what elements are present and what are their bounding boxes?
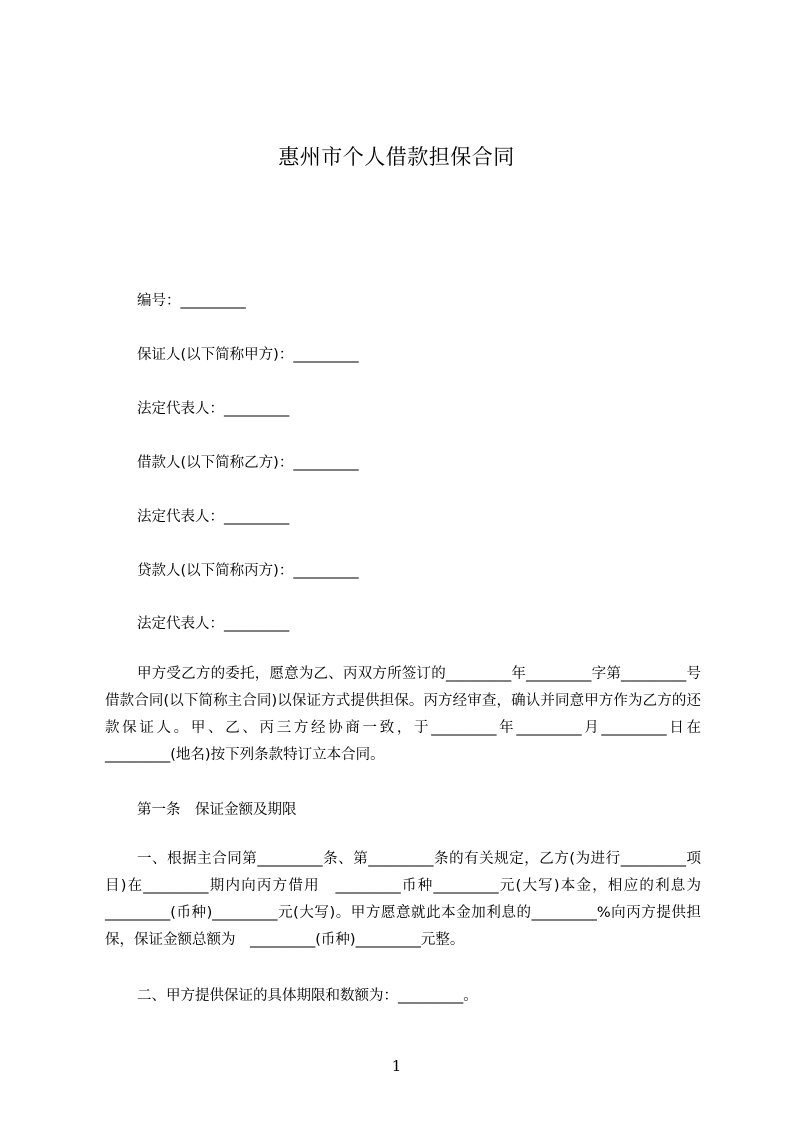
borrower-representative-field: 法定代表人：_________ [137,509,290,525]
article-1-clause-2: 二、甲方提供保证的具体期限和数额为：_________。 [137,988,478,1004]
article-1-heading: 第一条 保证金额及期限 [137,802,297,818]
document-title: 惠州市个人借款担保合同 [278,145,515,169]
lender-field: 贷款人(以下简称丙方)：_________ [137,563,359,579]
guarantor-representative-field: 法定代表人：_________ [137,401,290,417]
page-number: 1 [391,1057,402,1075]
borrower-field: 借款人(以下简称乙方)：_________ [137,455,359,471]
preamble-paragraph: 甲方受乙方的委托，愿意为乙、丙双方所签订的_________年_________字第_________号借款合同(以下简称主合同)以保证方式提供担保。丙方经审查，确认并同意甲方作为乙方的还款保证人。甲、乙、丙三方经协商一致，于_________年_________月_________日在 _________(地名)按下列条款特订立本合同。 [105,666,716,763]
lender-representative-field: 法定代表人：_________ [137,616,290,632]
article-1-clause-1: 一、根据主合同第_________条、第_________条的有关规定，乙方(为进行_________项目)在_________期内向丙方借用 _________币种_________元(大写)本金，相应的利息为 _________(币种)_________元(大写)。甲方愿意就此本金加利息的_________%向丙方提供担保，保证金额总额为 _________(币种)_________元整。 [105,851,716,948]
contract-number-field: 编号：_________ [137,293,246,309]
guarantor-field: 保证人(以下简称甲方)：_________ [137,347,359,363]
